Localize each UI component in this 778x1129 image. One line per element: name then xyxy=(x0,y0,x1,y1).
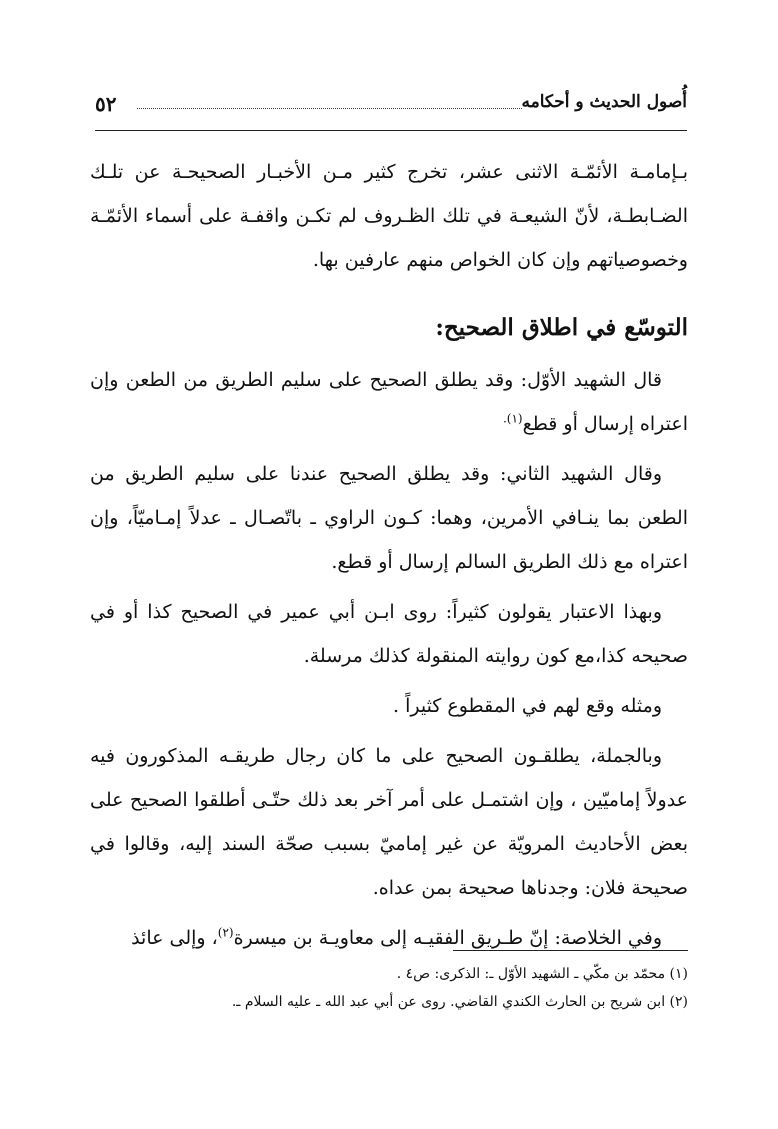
paragraph: وبالجملة، يطلقـون الصحيح على ما كان رجال طريقـه المذكورون فيه عدولاً إماميّين ، وإن اشتمـل على أمر آخر بعد ذلك حتّـى أطلقوا الصحيح على بعض الأحاديث المرويّة عن غير إماميّ بسبب صحّة السند إليه، وقالوا في صحيحة فلان: وجدناها صحيحة بمن عداه. xyxy=(90,745,688,899)
page-number: ٥٢ xyxy=(95,92,117,116)
paragraph xyxy=(90,358,688,446)
paragraph: بـإمامـة الأئمّـة الاثنى عشر، تخرج كثير مـن الأخبـار الصحيحـة عن تلـك الضـابطـة، لأنّ الشيعـة في تلك الظـروف لم تكـن واقفـة على أسماء الأئمّـة وخصوصياتهم وإن كان الخواص منهم عارفين بها. xyxy=(90,161,688,271)
header-dot-leader xyxy=(137,108,522,109)
running-title: أُصول الحديث و أحكامه xyxy=(521,92,687,112)
footnote-1: (١) محمّد بن مكّي ـ الشهيد الأوّل ـ: الذكرى: ص٤ . xyxy=(396,966,688,982)
footnote-2: (٢) ابن شريح بن الحارث الكندي القاضي. روى عن أبي عبد الله ـ عليه السلام ـ. xyxy=(231,994,688,1010)
footnote-ref-1: (١). xyxy=(502,411,523,426)
paragraph-text: وفي الخلاصة: إنّ طـريق الفقيـه إلى معاويـة بن ميسرة xyxy=(233,927,662,949)
paragraph-text-end: ، وإلى عائذ xyxy=(131,927,218,949)
paragraph-text: قال الشهيد الأوّل: وقد يطلق الصحيح على سليم الطريق من الطعن وإن اعتراه إرسال أو قطع xyxy=(90,369,688,435)
footnotes xyxy=(90,960,688,1016)
footnote-ref-2: (٢) xyxy=(217,925,234,940)
footnote-rule xyxy=(453,950,688,951)
section-heading: التوسّع في اطلاق الصحيح: xyxy=(435,314,688,341)
running-header xyxy=(95,90,687,120)
paragraph: وقال الشهيد الثاني: وقد يطلق الصحيح عندنا على سليم الطريق من الطعن بما ينـافي الأمرين، وهما: كـون الراوي ـ باتّصـال ـ عدلاً إمـاميّاً، وإن اعتراه مع ذلك الطريق السالم إرسال أو قطع. xyxy=(90,463,688,573)
paragraph: ومثله وقع لهم في المقطوع كثيراً . xyxy=(393,695,662,717)
header-rule xyxy=(95,130,687,131)
paragraph: وبهذا الاعتبار يقولون كثيراً: روى ابـن أبي عمير في الصحيح كذا أو في صحيحه كذا،مع كون روايته المنقولة كذلك مرسلة. xyxy=(90,601,688,667)
paragraph xyxy=(90,916,688,960)
body-text xyxy=(90,150,688,966)
